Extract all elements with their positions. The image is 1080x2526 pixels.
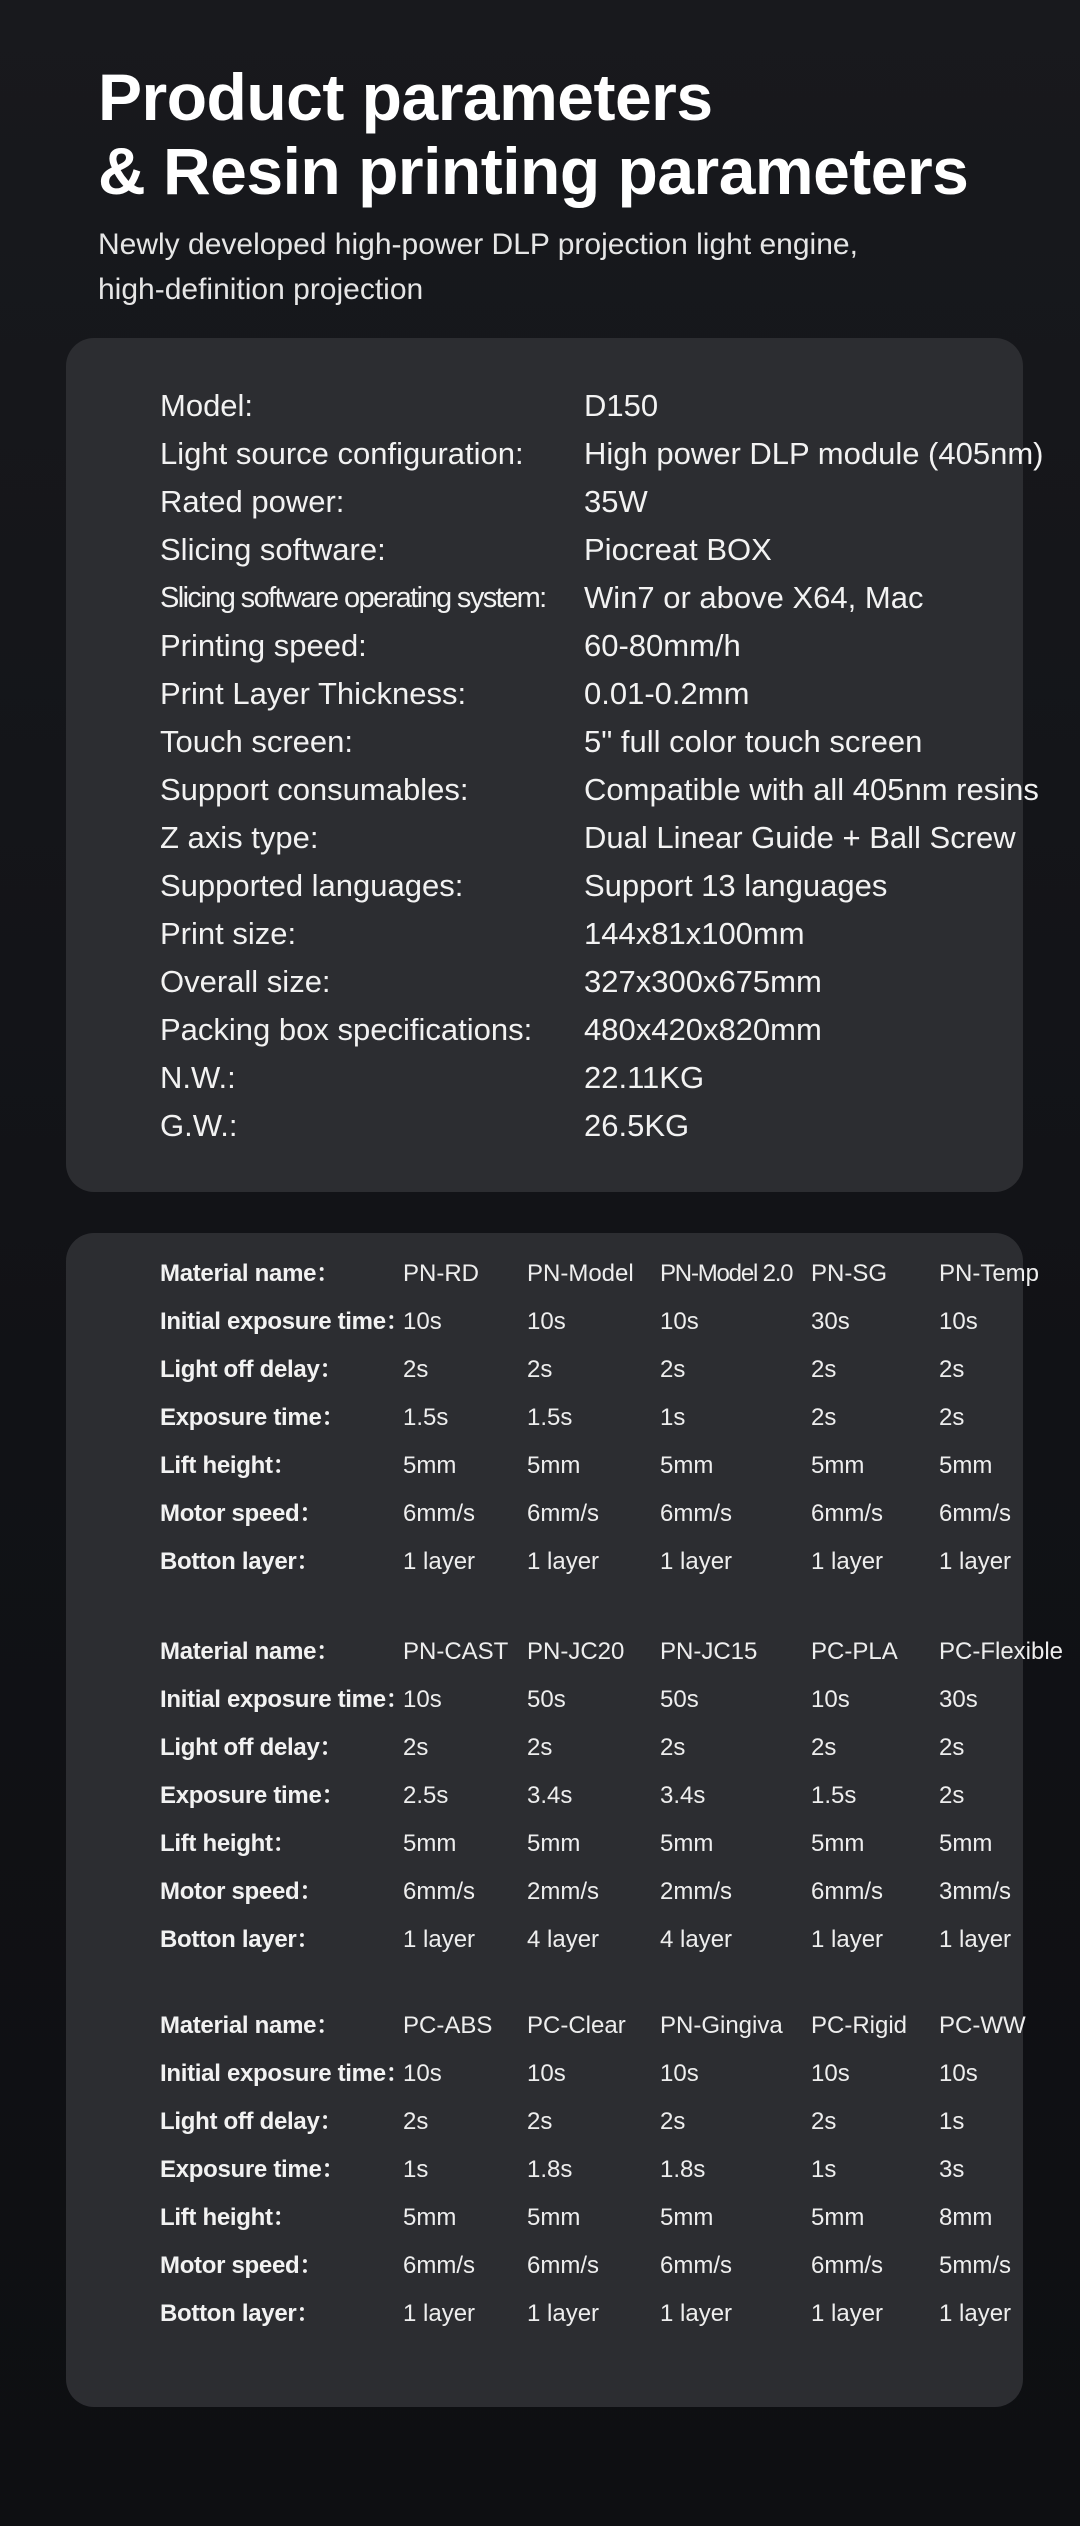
spec-label: Overall size: — [160, 964, 331, 999]
spec-label: Print size: — [160, 916, 297, 951]
resin-value-cell: 5mm — [527, 1452, 581, 1479]
resin-value-cell: 3mm/s — [939, 1878, 1011, 1905]
resin-value-cell: PC-Flexible — [939, 1638, 1064, 1665]
resin-value-cell: 6mm/s — [403, 1500, 475, 1527]
resin-value-cell: 10s — [403, 1308, 442, 1335]
resin-value-cell: 2s — [660, 2108, 686, 2135]
resin-value-cell: 5mm — [939, 1452, 993, 1479]
resin-row-label: Initial exposure time： — [160, 2060, 410, 2087]
resin-value-cell: 2s — [939, 1734, 965, 1761]
spec-value: Piocreat BOX — [584, 532, 772, 567]
resin-row-label: Botton layer： — [160, 2300, 321, 2327]
resin-value-cell: 1 layer — [939, 1548, 1012, 1575]
resin-value-cell: PN-CAST — [403, 1638, 509, 1665]
resin-value-cell: 1 layer — [811, 2300, 884, 2327]
resin-value-cell: 1.5s — [811, 1782, 857, 1809]
resin-value-cell: 2s — [527, 1734, 553, 1761]
resin-row-label: Botton layer： — [160, 1926, 321, 1953]
resin-value-cell: 1 layer — [660, 1548, 733, 1575]
resin-row-label: Material name： — [160, 1260, 340, 1287]
resin-value-cell: 10s — [527, 2060, 566, 2087]
resin-value-cell: PC-Clear — [527, 2012, 626, 2039]
resin-value-cell: PC-ABS — [403, 2012, 493, 2039]
resin-value-cell: 1 layer — [660, 2300, 733, 2327]
spec-value: D150 — [584, 388, 659, 423]
resin-value-cell: 2s — [939, 1782, 965, 1809]
spec-label: Printing speed: — [160, 628, 367, 663]
spec-value: 26.5KG — [584, 1108, 690, 1143]
resin-value-cell: 5mm/s — [939, 2252, 1011, 2279]
page-title-line-1: Product parameters — [98, 60, 713, 134]
resin-value-cell: PN-Temp — [939, 1260, 1040, 1287]
resin-value-cell: 1 layer — [527, 1548, 600, 1575]
resin-value-cell: 6mm/s — [811, 2252, 883, 2279]
resin-value-cell: PC-Rigid — [811, 2012, 908, 2039]
spec-label: Packing box specifications: — [160, 1012, 533, 1047]
resin-value-cell: 10s — [527, 1308, 566, 1335]
resin-value-cell: 6mm/s — [811, 1500, 883, 1527]
resin-value-cell: 30s — [939, 1686, 978, 1713]
resin-value-cell: 1 layer — [403, 1926, 476, 1953]
spec-label: Light source configuration: — [160, 436, 524, 471]
resin-value-cell: 1.8s — [527, 2156, 573, 2183]
resin-value-cell: 5mm — [811, 2204, 865, 2231]
resin-value-cell: 1 layer — [811, 1548, 884, 1575]
resin-value-cell: 30s — [811, 1308, 850, 1335]
spec-label: Touch screen: — [160, 724, 353, 759]
spec-value: 35W — [584, 484, 648, 519]
resin-row-label: Motor speed： — [160, 1500, 324, 1527]
resin-value-cell: PN-Model 2.0 — [660, 1260, 793, 1287]
spec-value: Win7 or above X64, Mac — [584, 580, 924, 615]
resin-value-cell: PN-Gingiva — [660, 2012, 783, 2039]
spec-value: High power DLP module (405nm) — [584, 436, 1044, 471]
resin-value-cell: 2s — [939, 1356, 965, 1383]
product-parameters-card — [66, 338, 1044, 1192]
resin-value-cell: 1 layer — [527, 2300, 600, 2327]
resin-value-cell: 10s — [403, 2060, 442, 2087]
spec-label: Z axis type: — [160, 820, 319, 855]
resin-row-label: Exposure time： — [160, 1404, 346, 1431]
resin-value-cell: PN-SG — [811, 1260, 888, 1287]
resin-value-cell: 1 layer — [403, 1548, 476, 1575]
resin-value-cell: 2s — [403, 1356, 429, 1383]
resin-value-cell: 2s — [811, 1404, 837, 1431]
resin-value-cell: PC-PLA — [811, 1638, 898, 1665]
spec-value: 60-80mm/h — [584, 628, 741, 663]
resin-value-cell: 1s — [660, 1404, 686, 1431]
resin-printing-parameters-card — [66, 1233, 1064, 2407]
resin-value-cell: 2s — [527, 1356, 553, 1383]
resin-value-cell: 10s — [403, 1686, 442, 1713]
resin-row-label: Exposure time： — [160, 2156, 346, 2183]
resin-value-cell: 10s — [660, 2060, 699, 2087]
resin-value-cell: 5mm — [939, 1830, 993, 1857]
resin-value-cell: 10s — [811, 2060, 850, 2087]
resin-value-cell: 10s — [660, 1308, 699, 1335]
resin-value-cell: 5mm — [403, 1830, 457, 1857]
resin-row-label: Light off delay： — [160, 1356, 344, 1383]
spec-label: Print Layer Thickness: — [160, 676, 467, 711]
spec-label: Slicing software: — [160, 532, 386, 567]
resin-value-cell: 4 layer — [527, 1926, 600, 1953]
spec-value: 480x420x820mm — [584, 1012, 822, 1047]
spec-value: 5" full color touch screen — [584, 724, 923, 759]
resin-value-cell: 5mm — [527, 2204, 581, 2231]
resin-value-cell: 1 layer — [939, 1926, 1012, 1953]
resin-value-cell: 1.5s — [527, 1404, 573, 1431]
resin-value-cell: 1 layer — [403, 2300, 476, 2327]
resin-value-cell: 5mm — [527, 1830, 581, 1857]
resin-value-cell: 5mm — [660, 1452, 714, 1479]
resin-value-cell: 8mm — [939, 2204, 993, 2231]
resin-value-cell: 10s — [939, 2060, 978, 2087]
spec-value: 22.11KG — [584, 1060, 705, 1095]
resin-value-cell: PN-RD — [403, 1260, 479, 1287]
resin-row-label: Lift height： — [160, 1830, 297, 1857]
resin-value-cell: 5mm — [403, 1452, 457, 1479]
resin-value-cell: 5mm — [660, 2204, 714, 2231]
resin-value-cell: 10s — [811, 1686, 850, 1713]
resin-row-label: Initial exposure time： — [160, 1308, 410, 1335]
resin-value-cell: 2s — [403, 2108, 429, 2135]
resin-value-cell: 3s — [939, 2156, 965, 2183]
resin-value-cell: 1.8s — [660, 2156, 706, 2183]
resin-value-cell: 2s — [939, 1404, 965, 1431]
resin-value-cell: PC-WW — [939, 2012, 1026, 2039]
resin-value-cell: 5mm — [403, 2204, 457, 2231]
resin-row-label: Motor speed： — [160, 2252, 324, 2279]
resin-value-cell: 1 layer — [939, 2300, 1012, 2327]
resin-value-cell: 1s — [939, 2108, 965, 2135]
resin-row-label: Botton layer： — [160, 1548, 321, 1575]
resin-value-cell: 2mm/s — [527, 1878, 599, 1905]
resin-value-cell: 2s — [811, 1734, 837, 1761]
resin-value-cell: 2s — [811, 1356, 837, 1383]
resin-row-label: Material name： — [160, 2012, 340, 2039]
resin-value-cell: 1 layer — [811, 1926, 884, 1953]
resin-row-label: Light off delay： — [160, 1734, 344, 1761]
resin-row-label: Lift height： — [160, 1452, 297, 1479]
resin-value-cell: 6mm/s — [527, 1500, 599, 1527]
resin-row-label: Initial exposure time： — [160, 1686, 410, 1713]
resin-value-cell: 5mm — [660, 1830, 714, 1857]
spec-label: Supported languages: — [160, 868, 464, 903]
resin-value-cell: PN-JC15 — [660, 1638, 758, 1665]
resin-value-cell: 5mm — [811, 1452, 865, 1479]
resin-value-cell: 6mm/s — [811, 1878, 883, 1905]
resin-value-cell: 2s — [527, 2108, 553, 2135]
spec-label: Slicing software operating system: — [160, 582, 546, 614]
spec-value: 144x81x100mm — [584, 916, 805, 951]
resin-value-cell: 2s — [403, 1734, 429, 1761]
spec-label: Model: — [160, 388, 254, 423]
resin-value-cell: 6mm/s — [527, 2252, 599, 2279]
spec-label: Rated power: — [160, 484, 345, 519]
resin-value-cell: 1s — [403, 2156, 429, 2183]
resin-value-cell: 2mm/s — [660, 1878, 732, 1905]
resin-row-label: Lift height： — [160, 2204, 297, 2231]
page-title-line-2: & Resin printing parameters — [98, 134, 969, 208]
resin-value-cell: 10s — [939, 1308, 978, 1335]
spec-value: 327x300x675mm — [584, 964, 822, 999]
resin-value-cell: 4 layer — [660, 1926, 733, 1953]
resin-value-cell: PN-Model — [527, 1260, 634, 1287]
spec-value: Support 13 languages — [584, 868, 888, 903]
resin-value-cell: PN-JC20 — [527, 1638, 625, 1665]
resin-value-cell: 5mm — [811, 1830, 865, 1857]
resin-row-label: Exposure time： — [160, 1782, 346, 1809]
resin-value-cell: 1s — [811, 2156, 837, 2183]
resin-row-label: Material name： — [160, 1638, 340, 1665]
resin-value-cell: 1.5s — [403, 1404, 449, 1431]
resin-value-cell: 3.4s — [527, 1782, 573, 1809]
resin-value-cell: 6mm/s — [403, 1878, 475, 1905]
resin-value-cell: 2.5s — [403, 1782, 449, 1809]
spec-label: N.W.: — [160, 1060, 236, 1095]
resin-value-cell: 2s — [811, 2108, 837, 2135]
resin-value-cell: 6mm/s — [939, 1500, 1011, 1527]
resin-value-cell: 3.4s — [660, 1782, 706, 1809]
resin-value-cell: 50s — [660, 1686, 699, 1713]
page-title — [98, 60, 968, 208]
spec-value: Compatible with all 405nm resins — [584, 772, 1039, 807]
resin-value-cell: 6mm/s — [660, 2252, 732, 2279]
page-subtitle — [98, 222, 998, 312]
resin-row-label: Motor speed： — [160, 1878, 324, 1905]
page-subtitle-line-1: Newly developed high-power DLP projection light engine, — [98, 228, 858, 261]
spec-label: Support consumables: — [160, 772, 469, 807]
spec-value: Dual Linear Guide + Ball Screw — [584, 820, 1016, 855]
resin-value-cell: 6mm/s — [403, 2252, 475, 2279]
page-subtitle-line-2: high-definition projection — [98, 273, 424, 306]
resin-value-cell: 2s — [660, 1734, 686, 1761]
resin-value-cell: 2s — [660, 1356, 686, 1383]
spec-label: G.W.: — [160, 1108, 238, 1143]
resin-value-cell: 50s — [527, 1686, 566, 1713]
resin-value-cell: 6mm/s — [660, 1500, 732, 1527]
resin-row-label: Light off delay： — [160, 2108, 344, 2135]
spec-value: 0.01-0.2mm — [584, 676, 750, 711]
